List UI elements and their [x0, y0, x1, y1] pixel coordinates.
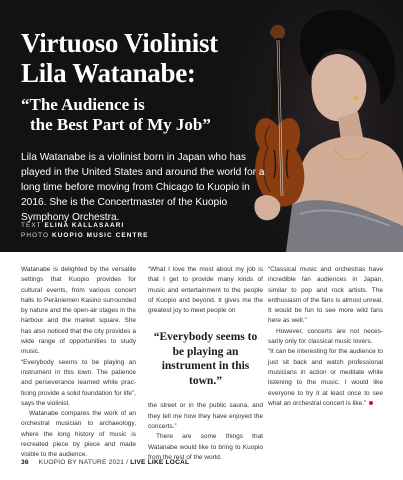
photo-credit-label: PHOTO	[21, 232, 50, 239]
headline-line-2: Lila Watanabe:	[21, 58, 196, 88]
headline-line-1: Virtuoso Violinist	[21, 28, 218, 58]
page-number: 36	[21, 459, 29, 466]
red-dot-end-mark-icon	[369, 401, 373, 405]
body-paragraph: “What I love the most about my job is that I get to provide many kinds of music and entertainment to the people of Kuopio and beyond. It gives me the greatest joy to meet people on	[148, 266, 263, 315]
article-headline	[21, 28, 218, 88]
body-paragraph: Watanabe compares the work of an orchestral musician to archaeology, where the long history of music is recreated piece by piece and made visible to the audience.	[21, 410, 136, 459]
photo-credit-name: KUOPIO MUSIC CENTRE	[52, 232, 149, 239]
text-credit-name: ELINA KALLASAARI	[44, 222, 125, 229]
final-paragraph-text: “It can be interesting for the audience to just sit back and watch professional musicians in action or meditate while listening to the music. I would like everyone to try it at least once to see what an orchestral concert is like.”	[268, 348, 383, 407]
body-paragraph: the street or in the public sauna, and they tell me how they have enjoyed the concerts.”	[148, 402, 263, 431]
section-name: LIVE LIKE LOCAL	[130, 459, 190, 466]
subhead-line-1: “The Audience is	[21, 95, 145, 114]
body-column-3	[268, 265, 383, 409]
article-intro: Lila Watanabe is a violinist born in Japan who has played in the United States and around the world for a long time before moving from Chicago to Kuopio in 2016. She is the Concertmaster of the Kuopio Symphony Orchestra.	[21, 152, 265, 223]
article-subheadline	[21, 95, 211, 135]
body-paragraph: However, concerts are not necessarily only for classical music lovers.	[268, 327, 383, 346]
body-paragraph: Watanabe is delighted by the versatile settings that Kuopio provides for cultural events, from various concert halls to Peräniemen Kasino surrounded by nature and the open-air stages in the harbour and the market square. She has also noticed that the city provides a wide range of opportunities to study music.	[21, 266, 136, 356]
body-column-1	[21, 265, 136, 461]
body-column-2	[148, 265, 263, 463]
pull-quote: “Everybody seems to be playing an instrument in this town.”	[153, 331, 258, 387]
page-footer	[21, 459, 189, 466]
subhead-line-2: the Best Part of My Job”	[30, 115, 211, 134]
body-paragraph-final	[268, 347, 383, 409]
body-paragraph: “Everybody seems to be playing an instrument in this town. The patience and perseverance learned while practicing provide a solid foundation for life”, says the violinist.	[21, 358, 136, 407]
magazine-title: KUOPIO BY NATURE 2021 /	[38, 459, 129, 466]
text-credit-label: TEXT	[21, 222, 42, 229]
article-body	[21, 265, 383, 461]
text-credit	[21, 221, 149, 231]
photo-credit	[21, 231, 149, 241]
body-paragraph: “Classical music and orchestras have incredible fan audiences in Japan, similar to pop and rock artists. The enthusiasm of the fans is almost unreal. It would be fun to see more wild fans here as well.”	[268, 266, 383, 325]
body-paragraph: There are some things that Watanabe would like to bring to Kuopio from the rest of the world.	[148, 433, 263, 461]
article-credits	[21, 221, 149, 241]
